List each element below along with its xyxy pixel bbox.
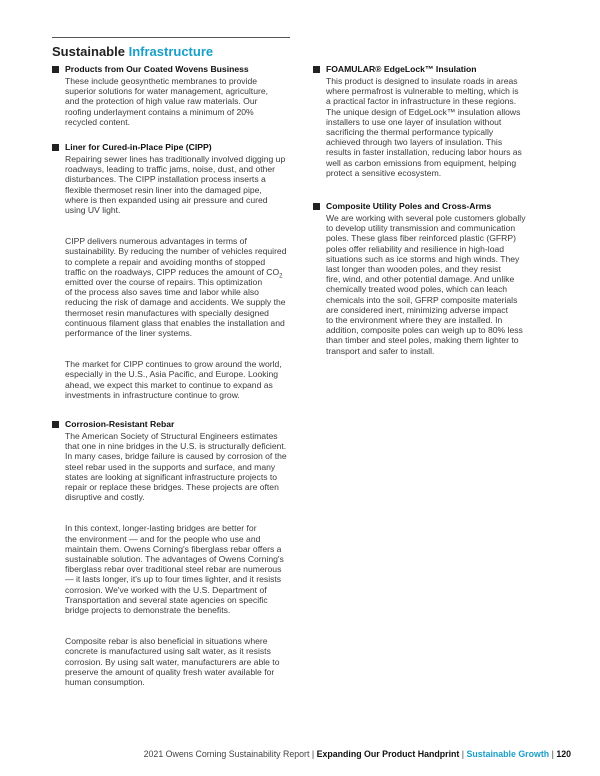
top-divider <box>52 37 290 38</box>
heading-text: Products from Our Coated Wovens Business <box>65 64 249 74</box>
separator: | <box>549 749 557 759</box>
paragraph: The American Society of Structural Engineers estimates that one in nine bridges in the U.S. is structurally deficient. In many cases, bridge failure is caused by corrosion of the steel rebar used in the supports and surface, and many states are looking at significant infrastructure projects to repair or replace these bridges. These projects are often disruptive and costly. <box>65 431 287 503</box>
paragraph: We are working with several pole customers globally to develop utility transmission and communication poles. These glass fiber reinforced plastic (GFRP) poles offer reliability and resilience in high-load situations such as ice storms and high winds. They last longer than wooden poles, and they resist fire, wind, and other potential damage. And unlike chemically treated wood poles, which can leach chemicals into the soil, GFRP composite materials are considered inert, minimizing adverse impact to the environment where they are installed. In addition, composite poles can weigh up to 80% less than timber and steel poles, making them lighter to transport and safer to install. <box>326 213 526 356</box>
bullet-square-icon <box>313 66 320 73</box>
paragraph-text: CIPP delivers numerous advantages in terms of sustainability. By reducing the number of vehicles required to complete a repair and avoiding months of stopped traffic on the roadways, CIPP reduces the amount of CO <box>65 236 287 277</box>
footer-report: 2021 Owens Corning Sustainability Report <box>143 749 310 759</box>
section-cipp <box>65 141 287 400</box>
page-footer <box>144 749 571 759</box>
bullet-square-icon <box>52 421 59 428</box>
heading-text: Composite Utility Poles and Cross-Arms <box>326 201 492 211</box>
paragraph: The market for CIPP continues to grow around the world, especially in the U.S., Asia Pacific, and Europe. Looking ahead, we expect this market to continue to expand as investments in infrastructure continue to grow. <box>65 359 282 400</box>
paragraph: Composite rebar is also beneficial in situations where concrete is manufactured using salt water, as it resists corrosion. By using salt water, manufacturers are able to preserve the amount of quality fresh water available for human consumption. <box>65 636 280 688</box>
section-heading <box>65 63 268 76</box>
footer-section: Expanding Our Product Handprint <box>316 749 460 759</box>
subscript: 2 <box>279 273 283 280</box>
paragraph: Repairing sewer lines has traditionally involved digging up roadways, leading to traffic jams, noise, dust, and other disturbances. The CIPP installation process inserts a flexible thermoset resin liner into the damaged pipe, where is then expanded using air pressure and cured using UV light. <box>65 154 286 216</box>
bullet-square-icon <box>313 203 320 210</box>
section-heading <box>65 141 287 154</box>
page-title <box>52 44 213 59</box>
paragraph <box>65 236 287 338</box>
section-utility-poles <box>326 200 526 356</box>
section-coated-wovens <box>65 63 268 127</box>
heading-text: Corrosion-Resistant Rebar <box>65 419 175 429</box>
section-heading <box>65 418 287 431</box>
title-part1: Sustainable <box>52 44 125 59</box>
page-number: 120 <box>556 749 571 759</box>
paragraph: These include geosynthetic membranes to provide superior solutions for water management, agriculture, and the protection of high value raw materials. Our roofing underlayment contains a minimum of 20% recycled content. <box>65 76 269 127</box>
paragraph: In this context, longer-lasting bridges are better for the environment — and for the people who use and maintain them. Owens Corning's fiberglass rebar offers a sustainable solution. The advantages of Owens Corning's fiberglass rebar over traditional steel rebar are numerous — it lasts longer, it's up to four times lighter, and it resists corrosion. We've worked with the U.S. Department of Transportation and several state agencies on specific bridge projects to demonstrate the benefits. <box>65 523 284 616</box>
title-part2: Infrastructure <box>128 44 214 59</box>
bullet-square-icon <box>52 66 59 73</box>
section-heading <box>326 200 526 213</box>
heading-text: FOAMULAR® EdgeLock™ Insulation <box>326 64 477 74</box>
separator: | <box>459 749 467 759</box>
footer-subsection: Sustainable Growth <box>466 749 550 759</box>
bullet-square-icon <box>52 144 59 151</box>
paragraph: This product is designed to insulate roads in areas where permafrost is vulnerable to melting, which is a practical factor in infrastructure in these regions. The unique design of EdgeLock™ insulation allows installers to use one layer of insulation without sacrificing the thermal performance typically achieved through two layers of insulation. This results in faster installation, reducing labor hours as well as carbon emissions from equipment, helping protect a sensitive ecosystem. <box>326 76 522 178</box>
section-heading <box>326 63 522 76</box>
section-rebar <box>65 418 287 687</box>
heading-text: Liner for Cured-in-Place Pipe (CIPP) <box>65 142 212 152</box>
paragraph-text: emitted over the course of repairs. This optimization of the process also saves time and labor while also reducing the risk of damage and accidents. We supply the thermoset resin manufactures with specially designed continuous filament glass that enables the installation and performance of the liner systems. <box>65 277 286 339</box>
separator: | <box>309 749 317 759</box>
section-foamular <box>326 63 522 178</box>
